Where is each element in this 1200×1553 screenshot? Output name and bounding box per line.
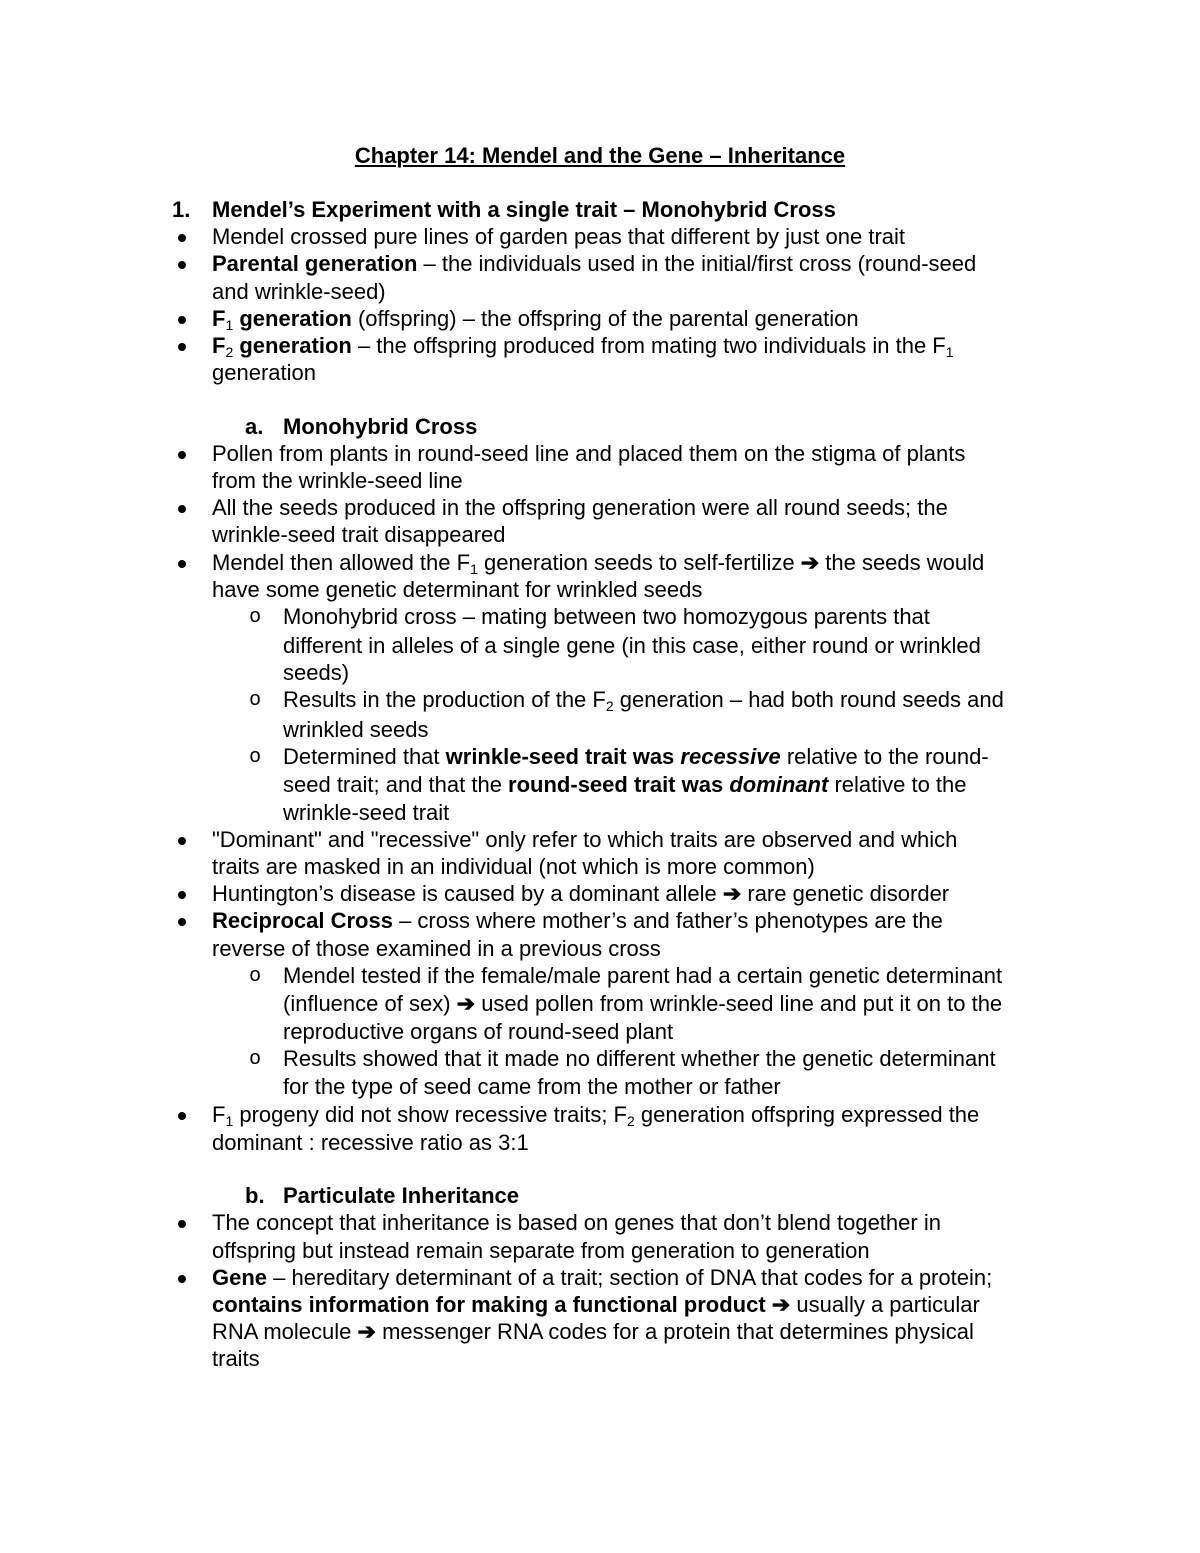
sub-list-item-continuation: seeds) xyxy=(283,660,350,685)
sub-list-item-continuation: wrinkled seeds xyxy=(283,717,429,742)
bullet-icon xyxy=(172,305,192,332)
list-item: All the seeds produced in the offspring generation were all round seeds; the xyxy=(212,495,948,520)
bullet-icon xyxy=(172,826,192,853)
list-item: $F_1$ progeny did not show recessive traits; $F_2$ generation offspring expressed the xyxy=(212,1102,980,1129)
sub-bullet-icon: o xyxy=(249,605,261,627)
subsection-heading: Monohybrid Cross xyxy=(283,414,478,439)
list-item: Pollen from plants in round-seed line and placed them on the stigma of plants xyxy=(212,441,966,466)
list-item-continuation: have some genetic determinant for wrinkled seeds xyxy=(212,577,703,602)
page-title: Chapter 14: Mendel and the Gene – Inheritance xyxy=(354,143,846,168)
list-item: Mendel then allowed the $F_1$ generation seeds to self-fertilize ➔ the seeds would xyxy=(212,550,985,577)
bullet-icon xyxy=(172,907,192,934)
bullet-icon xyxy=(172,1101,192,1128)
bullet-icon xyxy=(172,1264,192,1291)
list-item: Mendel crossed pure lines of garden peas that different by just one trait xyxy=(212,224,906,249)
arrow-icon: ➔ xyxy=(722,881,742,906)
list-item-continuation: contains information for making a functional product ➔ usually a particular xyxy=(212,1292,980,1317)
subsection-heading: Particulate Inheritance xyxy=(283,1183,519,1208)
bullet-icon xyxy=(172,250,192,277)
list-item-continuation: traits are masked in an individual (not which is more common) xyxy=(212,854,815,879)
list-item: Reciprocal Cross – cross where mother’s and father’s phenotypes are the xyxy=(212,908,943,933)
sub-bullet-icon: o xyxy=(249,745,261,767)
list-item-continuation: offspring but instead remain separate from generation to generation xyxy=(212,1238,870,1263)
bullet-icon xyxy=(172,1209,192,1236)
list-item-continuation: reverse of those examined in a previous cross xyxy=(212,936,661,961)
sub-bullet-icon: o xyxy=(249,964,261,986)
section-number: 1. xyxy=(172,197,191,222)
sub-list-item-continuation: reproductive organs of round-seed plant xyxy=(283,1019,674,1044)
sub-list-item: Mendel tested if the female/male parent had a certain genetic determinant xyxy=(283,963,1003,988)
bullet-icon xyxy=(172,494,192,521)
bullet-icon xyxy=(172,440,192,467)
list-item: Parental generation – the individuals used in the initial/first cross (round-seed xyxy=(212,251,977,276)
bullet-icon xyxy=(172,549,192,576)
list-item: $F_1$ generation (offspring) – the offspring of the parental generation xyxy=(212,306,859,333)
list-item: "Dominant" and "recessive" only refer to which traits are observed and which xyxy=(212,827,958,852)
sub-list-item-continuation: (influence of sex) ➔ used pollen from wrinkle-seed line and put it on to the xyxy=(283,991,1003,1016)
sub-list-item-continuation: different in alleles of a single gene (in this case, either round or wrinkled xyxy=(283,633,981,658)
bullet-icon xyxy=(172,223,192,250)
bullet-icon xyxy=(172,332,192,359)
list-item: Gene – hereditary determinant of a trait; section of DNA that codes for a protein; xyxy=(212,1265,993,1290)
sub-list-item-continuation: wrinkle-seed trait xyxy=(283,800,450,825)
sub-list-item-continuation: seed trait; and that the round-seed trait was dominant relative to the xyxy=(283,772,967,797)
subsection-letter: a. xyxy=(245,414,264,439)
list-item-continuation: wrinkle-seed trait disappeared xyxy=(212,522,506,547)
arrow-icon: ➔ xyxy=(800,550,820,575)
list-item-continuation: traits xyxy=(212,1346,260,1371)
list-item-continuation: dominant : recessive ratio as 3:1 xyxy=(212,1130,529,1155)
sub-list-item: Results showed that it made no different whether the genetic determinant xyxy=(283,1046,996,1071)
arrow-icon: ➔ xyxy=(357,1319,376,1344)
list-item-continuation: generation xyxy=(212,360,316,385)
list-item-continuation: RNA molecule ➔ messenger RNA codes for a protein that determines physical xyxy=(212,1319,974,1344)
sub-bullet-icon: o xyxy=(249,1047,261,1069)
arrow-icon: ➔ xyxy=(771,1292,791,1317)
sub-list-item-continuation: for the type of seed came from the mother or father xyxy=(283,1074,781,1099)
list-item: The concept that inheritance is based on genes that don’t blend together in xyxy=(212,1210,941,1235)
sub-bullet-icon: o xyxy=(249,688,261,710)
list-item: Huntington’s disease is caused by a dominant allele ➔ rare genetic disorder xyxy=(212,881,950,906)
list-item-continuation: from the wrinkle-seed line xyxy=(212,468,463,493)
section-heading: Mendel’s Experiment with a single trait – Monohybrid Cross xyxy=(212,197,836,222)
subsection-letter: b. xyxy=(245,1183,265,1208)
sub-list-item: Results in the production of the $F_2$ generation – had both round seeds and xyxy=(283,687,1004,714)
sub-list-item: Determined that wrinkle-seed trait was recessive relative to the round- xyxy=(283,744,989,769)
bullet-icon xyxy=(172,880,192,907)
sub-list-item: Monohybrid cross – mating between two homozygous parents that xyxy=(283,604,930,629)
arrow-icon: ➔ xyxy=(456,991,476,1016)
list-item-continuation: and wrinkle-seed) xyxy=(212,279,386,304)
list-item: $F_2$ generation – the offspring produced from mating two individuals in the $F_1$ xyxy=(212,333,954,360)
